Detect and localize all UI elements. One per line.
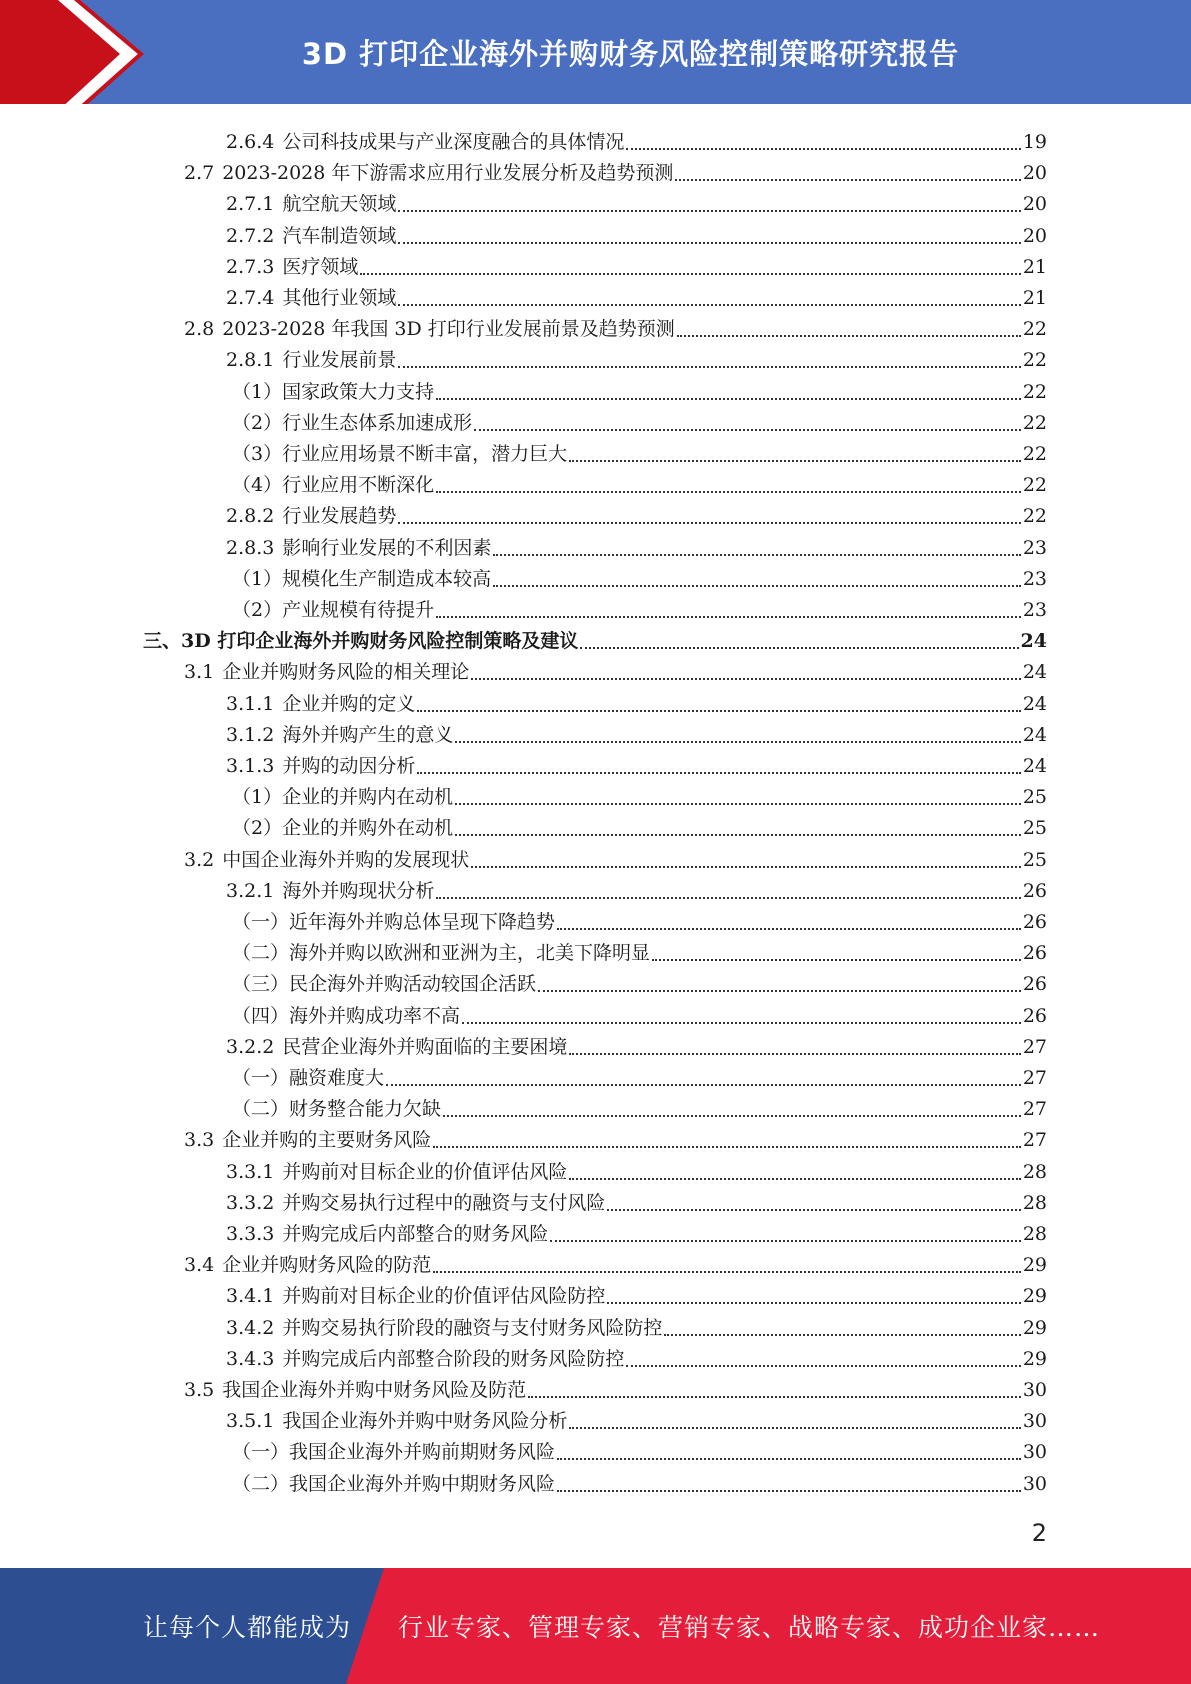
toc-entry-text <box>232 408 472 439</box>
toc-entry[interactable] <box>232 969 1047 1000</box>
toc-dot-leader <box>493 533 1020 564</box>
toc-dot-leader <box>433 1125 1021 1156</box>
toc-dot-leader <box>360 252 1020 283</box>
toc-entry[interactable] <box>232 813 1047 844</box>
toc-entry-page: 22 <box>1022 474 1047 496</box>
toc-entry-number: （4） <box>232 474 283 496</box>
toc-entry-title: 公司科技成果与产业深度融合的具体情况 <box>282 131 625 153</box>
toc-entry-title: 财务整合能力欠缺 <box>289 1098 442 1120</box>
toc-entry-text <box>232 938 650 969</box>
toc-entry-number: 2.6.4 <box>226 131 275 153</box>
toc-dot-leader <box>528 1375 1021 1406</box>
toc-entry-title: 医疗领域 <box>282 256 359 278</box>
toc-entry-title: 行业应用场景不断丰富，潜力巨大 <box>282 443 568 465</box>
toc-entry-page: 25 <box>1022 849 1047 871</box>
toc-entry-title: 行业生态体系加速成形 <box>282 412 473 434</box>
toc-entry-page: 26 <box>1022 1005 1047 1027</box>
toc-dot-leader <box>398 189 1020 220</box>
toc-entry[interactable] <box>232 907 1047 938</box>
toc-entry-page: 28 <box>1022 1161 1047 1183</box>
toc-entry-title: 产业规模有待提升 <box>282 599 435 621</box>
toc-entry[interactable] <box>232 377 1047 408</box>
toc-entry-page: 25 <box>1022 817 1047 839</box>
toc-entry-text <box>232 1094 441 1125</box>
toc-entry-page: 22 <box>1022 381 1047 403</box>
toc-entry-page: 24 <box>1022 661 1047 683</box>
toc-entry-page: 26 <box>1022 973 1047 995</box>
toc-entry-page: 24 <box>1022 693 1047 715</box>
toc-entry[interactable] <box>226 501 1047 532</box>
toc-dot-leader <box>455 813 1021 844</box>
toc-entry-number: （二） <box>232 1473 290 1495</box>
toc-entry-text <box>226 501 396 532</box>
toc-entry[interactable] <box>232 1001 1047 1032</box>
toc-entry-number: 2.7.2 <box>226 225 275 247</box>
toc-dot-leader <box>675 158 1020 189</box>
toc-entry-page: 21 <box>1022 256 1047 278</box>
toc-entry-text <box>232 1001 460 1032</box>
toc-entry-title: 2023-2028 年下游需求应用行业发展分析及趋势预测 <box>222 162 674 184</box>
toc-entry-title: 行业发展趋势 <box>282 505 397 527</box>
toc-dot-leader <box>398 221 1020 252</box>
toc-entry-text <box>226 720 453 751</box>
toc-entry-title: 融资难度大 <box>289 1067 385 1089</box>
toc-entry-number: 三、 <box>143 630 182 652</box>
toc-dot-leader <box>664 1313 1020 1344</box>
toc-dot-leader <box>569 1032 1020 1063</box>
toc-entry-title: 企业并购的定义 <box>282 693 416 715</box>
toc-entry-number: 3.2.2 <box>226 1036 275 1058</box>
toc-entry-title: 2023-2028 年我国 3D 打印行业发展前景及趋势预测 <box>222 318 675 340</box>
toc-entry-title: 其他行业领域 <box>282 287 397 309</box>
toc-entry-text <box>226 1406 567 1437</box>
toc-dot-leader <box>569 1157 1020 1188</box>
toc-entry-text <box>226 1219 548 1250</box>
toc-entry-page: 29 <box>1022 1285 1047 1307</box>
toc-entry[interactable] <box>232 564 1047 595</box>
toc-entry-page: 23 <box>1022 568 1047 590</box>
toc-entry-number: 3.3 <box>184 1129 215 1151</box>
toc-dot-leader <box>462 1001 1021 1032</box>
toc-entry-text <box>226 283 396 314</box>
toc-entry-number: （2） <box>232 599 283 621</box>
toc-dot-leader <box>386 1063 1021 1094</box>
toc-entry-text <box>226 127 624 158</box>
toc-entry-title: 我国企业海外并购中财务风险分析 <box>282 1410 568 1432</box>
toc-entry[interactable] <box>226 1188 1047 1219</box>
toc-entry-number: 3.5.1 <box>226 1410 275 1432</box>
toc-entry[interactable] <box>232 439 1047 470</box>
toc-entry-text <box>226 345 396 376</box>
toc-entry[interactable] <box>232 1469 1047 1500</box>
toc-dot-leader <box>557 907 1021 938</box>
toc-entry-page: 24 <box>1022 724 1047 746</box>
toc-entry-page: 24 <box>1022 755 1047 777</box>
toc-entry-text <box>232 1437 555 1468</box>
toc-entry[interactable] <box>226 689 1047 720</box>
toc-entry-title: 企业并购的主要财务风险 <box>222 1129 432 1151</box>
toc-dot-leader <box>677 314 1021 345</box>
toc-entry[interactable] <box>184 1125 1047 1156</box>
toc-dot-leader <box>474 408 1021 439</box>
toc-entry-title: 企业的并购外在动机 <box>282 817 454 839</box>
toc-entry-number: 3.4.1 <box>226 1285 275 1307</box>
toc-dot-leader <box>433 1250 1021 1281</box>
toc-dot-leader <box>436 470 1021 501</box>
toc-dot-leader <box>569 439 1021 470</box>
toc-entry-number: （1） <box>232 786 283 808</box>
toc-dot-leader <box>417 689 1020 720</box>
toc-entry-page: 22 <box>1022 412 1047 434</box>
toc-entry[interactable] <box>184 845 1047 876</box>
toc-entry-number: 3.1 <box>184 661 215 683</box>
toc-entry[interactable] <box>226 1157 1047 1188</box>
toc-entry[interactable] <box>232 595 1047 626</box>
toc-entry-page: 27 <box>1022 1036 1047 1058</box>
toc-entry-page: 22 <box>1022 349 1047 371</box>
toc-entry-title: 我国企业海外并购中财务风险及防范 <box>222 1379 527 1401</box>
toc-entry-number: 2.7.3 <box>226 256 275 278</box>
toc-entry-title: 民营企业海外并购面临的主要困境 <box>282 1036 568 1058</box>
toc-entry-page: 29 <box>1022 1254 1047 1276</box>
toc-entry-number: 2.7.4 <box>226 287 275 309</box>
toc-entry-text <box>232 813 453 844</box>
toc-entry-title: 并购前对目标企业的价值评估风险 <box>282 1161 568 1183</box>
toc-entry[interactable] <box>184 314 1047 345</box>
toc-entry-text <box>232 377 434 408</box>
toc-entry-number: （二） <box>232 1098 290 1120</box>
toc-entry[interactable] <box>226 252 1047 283</box>
toc-entry-number: （2） <box>232 817 283 839</box>
toc-entry[interactable] <box>226 1313 1047 1344</box>
toc-entry-page: 19 <box>1022 131 1047 153</box>
toc-dot-leader <box>652 938 1021 969</box>
toc-entry-text <box>184 314 675 345</box>
toc-entry-page: 20 <box>1022 193 1047 215</box>
toc-entry-page: 28 <box>1022 1223 1047 1245</box>
toc-entry-number: （一） <box>232 1067 290 1089</box>
toc-entry-title: 我国企业海外并购中期财务风险 <box>289 1473 556 1495</box>
toc-entry-number: 2.8.2 <box>226 505 275 527</box>
toc-entry[interactable] <box>226 1406 1047 1437</box>
toc-entry-title: 并购完成后内部整合的财务风险 <box>282 1223 549 1245</box>
toc-dot-leader <box>471 845 1021 876</box>
toc-entry[interactable] <box>226 345 1047 376</box>
toc-dot-leader <box>557 1469 1021 1500</box>
toc-dot-leader <box>455 782 1021 813</box>
toc-dot-leader <box>493 564 1021 595</box>
toc-entry-page: 26 <box>1022 942 1047 964</box>
toc-entry[interactable] <box>226 1344 1047 1375</box>
toc-entry-page: 30 <box>1022 1441 1047 1463</box>
toc-entry-text <box>232 782 453 813</box>
toc-dot-leader <box>569 1406 1020 1437</box>
toc-entry-text <box>226 221 396 252</box>
toc-entry-page: 23 <box>1022 599 1047 621</box>
toc-entry-page: 20 <box>1022 225 1047 247</box>
toc-entry-page: 30 <box>1022 1379 1047 1401</box>
toc-entry-title: 规模化生产制造成本较高 <box>282 568 492 590</box>
toc-entry[interactable] <box>184 158 1047 189</box>
toc-entry-title: 3D 打印企业海外并购财务风险控制策略及建议 <box>181 630 579 652</box>
toc-entry-page: 29 <box>1022 1317 1047 1339</box>
toc-entry-text <box>143 626 578 657</box>
toc-entry[interactable] <box>226 283 1047 314</box>
toc-dot-leader <box>580 626 1018 657</box>
toc-entry-title: 航空航天领域 <box>282 193 397 215</box>
toc-dot-leader <box>436 595 1021 626</box>
toc-entry-text <box>226 751 415 782</box>
toc-entry-page: 26 <box>1022 911 1047 933</box>
toc-entry-number: （二） <box>232 942 290 964</box>
footer-slogan: 让每个人都能成为 <box>143 1613 352 1642</box>
toc-entry-number: 2.8 <box>184 318 215 340</box>
footer-band <box>0 1568 1191 1684</box>
toc-dot-leader <box>398 345 1020 376</box>
toc-entry-text <box>232 907 555 938</box>
toc-entry-number: 3.2.1 <box>226 880 275 902</box>
toc-entry-page: 25 <box>1022 786 1047 808</box>
toc-entry-page: 30 <box>1022 1410 1047 1432</box>
toc-entry-title: 行业发展前景 <box>282 349 397 371</box>
toc-entry[interactable] <box>184 657 1047 688</box>
toc-entry-text <box>226 1032 567 1063</box>
toc-entry-title: 民企海外并购活动较国企活跃 <box>289 973 537 995</box>
toc-entry-title: 海外并购产生的意义 <box>282 724 454 746</box>
toc-entry-page: 28 <box>1022 1192 1047 1214</box>
toc-entry[interactable] <box>232 938 1047 969</box>
toc-entry-number: 2.7 <box>184 162 215 184</box>
toc-entry-title: 企业并购财务风险的相关理论 <box>222 661 470 683</box>
header-band <box>0 0 1191 111</box>
toc-entry-number: （一） <box>232 1441 290 1463</box>
toc-entry[interactable] <box>226 751 1047 782</box>
toc-entry[interactable] <box>232 1094 1047 1125</box>
toc-dot-leader <box>443 1094 1021 1125</box>
toc-entry-text <box>232 969 536 1000</box>
toc-entry-title: 我国企业海外并购前期财务风险 <box>289 1441 556 1463</box>
toc-dot-leader <box>455 720 1020 751</box>
toc-entry-page: 26 <box>1022 880 1047 902</box>
toc-entry-number: 3.4.3 <box>226 1348 275 1370</box>
toc-entry-number: 3.4 <box>184 1254 215 1276</box>
toc-entry[interactable] <box>226 533 1047 564</box>
toc-entry-text <box>226 1188 605 1219</box>
toc-entry-number: 3.1.3 <box>226 755 275 777</box>
toc-entry[interactable] <box>226 127 1047 158</box>
toc-entry-number: （1） <box>232 568 283 590</box>
toc-entry-text <box>232 595 434 626</box>
toc-entry[interactable] <box>226 221 1047 252</box>
toc-dot-leader <box>607 1188 1020 1219</box>
toc-entry-title: 中国企业海外并购的发展现状 <box>222 849 470 871</box>
toc-entry-text <box>184 158 673 189</box>
toc-entry[interactable] <box>143 626 1047 657</box>
toc-entry-number: （一） <box>232 911 290 933</box>
toc-dot-leader <box>436 377 1021 408</box>
toc-entry[interactable] <box>226 1032 1047 1063</box>
toc-entry-page: 21 <box>1022 287 1047 309</box>
toc-entry-text <box>184 1375 526 1406</box>
toc-entry-text <box>184 1125 431 1156</box>
toc-entry-title: 国家政策大力支持 <box>282 381 435 403</box>
toc-entry[interactable] <box>232 1063 1047 1094</box>
toc-entry-text <box>226 533 491 564</box>
toc-entry-number: 3.2 <box>184 849 215 871</box>
toc-entry-text <box>226 1313 662 1344</box>
toc-entry-title: 并购完成后内部整合阶段的财务风险防控 <box>282 1348 625 1370</box>
toc-dot-leader <box>557 1437 1021 1468</box>
toc-entry-page: 23 <box>1022 537 1047 559</box>
toc-entry[interactable] <box>226 1219 1047 1250</box>
toc-entry-text <box>226 252 358 283</box>
toc-dot-leader <box>607 1281 1020 1312</box>
toc-entry-title: 影响行业发展的不利因素 <box>282 537 492 559</box>
toc-dot-leader <box>471 657 1021 688</box>
toc-entry-page: 30 <box>1022 1473 1047 1495</box>
toc-entry-page: 24 <box>1020 630 1047 652</box>
toc-entry-text <box>232 439 567 470</box>
toc-entry-text <box>226 876 434 907</box>
toc-dot-leader <box>398 283 1020 314</box>
toc-entry-number: （2） <box>232 412 283 434</box>
toc-entry-text <box>226 189 396 220</box>
toc-entry[interactable] <box>226 189 1047 220</box>
page-number: 2 <box>1031 1519 1047 1547</box>
toc-dot-leader <box>417 751 1020 782</box>
toc-entry[interactable] <box>226 876 1047 907</box>
toc-entry-title: 近年海外并购总体呈现下降趋势 <box>289 911 556 933</box>
toc-entry-number: （1） <box>232 381 283 403</box>
document-title: 3D 打印企业海外并购财务风险控制策略研究报告 <box>301 36 960 71</box>
toc-entry-text <box>232 470 434 501</box>
toc-entry-number: 3.5 <box>184 1379 215 1401</box>
toc-entry[interactable] <box>232 1437 1047 1468</box>
toc-entry[interactable] <box>232 408 1047 439</box>
toc-entry-number: 3.3.1 <box>226 1161 275 1183</box>
toc-entry-title: 企业的并购内在动机 <box>282 786 454 808</box>
toc-entry-number: 3.3.2 <box>226 1192 275 1214</box>
toc-entry-number: （3） <box>232 443 283 465</box>
toc-entry-number: （四） <box>232 1005 290 1027</box>
toc-dot-leader <box>550 1219 1020 1250</box>
toc-entry-title: 并购前对目标企业的价值评估风险防控 <box>282 1285 606 1307</box>
toc-entry-text <box>184 845 469 876</box>
toc-entry-number: 2.7.1 <box>226 193 275 215</box>
toc-entry-number: 3.3.3 <box>226 1223 275 1245</box>
toc-entry-number: 3.1.1 <box>226 693 275 715</box>
toc-entry-title: 并购交易执行过程中的融资与支付风险 <box>282 1192 606 1214</box>
toc-entry-number: 3.1.2 <box>226 724 275 746</box>
toc-entry-text <box>232 564 491 595</box>
toc-entry-page: 27 <box>1022 1129 1047 1151</box>
toc-entry-title: 行业应用不断深化 <box>282 474 435 496</box>
toc-dot-leader <box>398 501 1020 532</box>
toc-entry-page: 22 <box>1022 318 1047 340</box>
toc-entry-text <box>184 1250 431 1281</box>
toc-entry-number: 2.8.3 <box>226 537 275 559</box>
toc-entry-title: 汽车制造领域 <box>282 225 397 247</box>
toc-entry-text <box>232 1063 384 1094</box>
toc-entry-text <box>226 1281 605 1312</box>
toc-entry-title: 并购交易执行阶段的融资与支付财务风险防控 <box>282 1317 663 1339</box>
toc-entry-number: 3.4.2 <box>226 1317 275 1339</box>
toc-entry[interactable] <box>232 782 1047 813</box>
toc-entry-page: 27 <box>1022 1067 1047 1089</box>
footer-roles: 行业专家、管理专家、营销专家、战略专家、成功企业家…… <box>398 1613 1101 1642</box>
toc-entry-title: 海外并购现状分析 <box>282 880 435 902</box>
toc-entry-page: 20 <box>1022 162 1047 184</box>
toc-entry-page: 27 <box>1022 1098 1047 1120</box>
toc-entry-number: 2.8.1 <box>226 349 275 371</box>
toc-dot-leader <box>538 969 1021 1000</box>
toc-entry-page: 29 <box>1022 1348 1047 1370</box>
toc-entry-text <box>232 1469 555 1500</box>
toc-entry-page: 22 <box>1022 505 1047 527</box>
toc-entry-text <box>184 657 469 688</box>
toc-entry-title: 并购的动因分析 <box>282 755 416 777</box>
toc-entry-text <box>226 1157 567 1188</box>
toc-entry-text <box>226 689 415 720</box>
toc-dot-leader <box>626 1344 1020 1375</box>
toc-entry[interactable] <box>226 720 1047 751</box>
toc-dot-leader <box>626 127 1020 158</box>
toc-entry-title: 企业并购财务风险的防范 <box>222 1254 432 1276</box>
toc-entry[interactable] <box>184 1375 1047 1406</box>
toc-dot-leader <box>436 876 1020 907</box>
toc-entry[interactable] <box>184 1250 1047 1281</box>
toc-entry-page: 22 <box>1022 443 1047 465</box>
toc-entry-title: 海外并购以欧洲和亚洲为主，北美下降明显 <box>289 942 651 964</box>
toc-entry-number: （三） <box>232 973 290 995</box>
toc-entry-title: 海外并购成功率不高 <box>289 1005 461 1027</box>
toc-entry[interactable] <box>232 470 1047 501</box>
toc-entry[interactable] <box>226 1281 1047 1312</box>
toc-entry-text <box>226 1344 624 1375</box>
